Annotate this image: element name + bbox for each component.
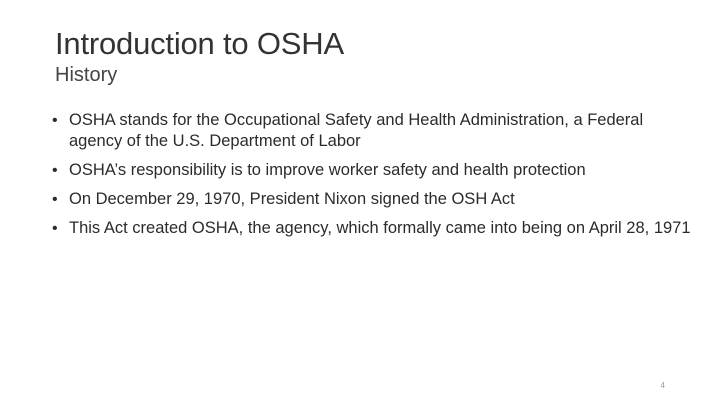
bullet-text: On December 29, 1970, President Nixon signed the OSH Act: [69, 190, 515, 208]
bullet-item: [52, 189, 692, 210]
bullet-item: [52, 218, 692, 239]
page-number: 4: [660, 381, 665, 390]
bullet-text: This Act created OSHA, the agency, which formally came into being on April 28, 1971: [69, 219, 691, 237]
bullet-item: [52, 110, 692, 152]
slide-subtitle: History: [55, 64, 118, 86]
bullet-dot-icon: •: [52, 162, 58, 179]
bullet-text: OSHA’s responsibility is to improve worker safety and health protection: [69, 161, 586, 179]
bullet-dot-icon: •: [52, 220, 58, 237]
bullet-dot-icon: •: [52, 112, 58, 129]
bullet-text: OSHA stands for the Occupational Safety and Health Administration, a Federal agency of the U.S. Department of Labor: [69, 111, 644, 150]
bullet-list: [52, 110, 692, 247]
slide-title: Introduction to OSHA: [55, 26, 344, 61]
bullet-dot-icon: •: [52, 191, 58, 208]
bullet-item: [52, 160, 692, 181]
